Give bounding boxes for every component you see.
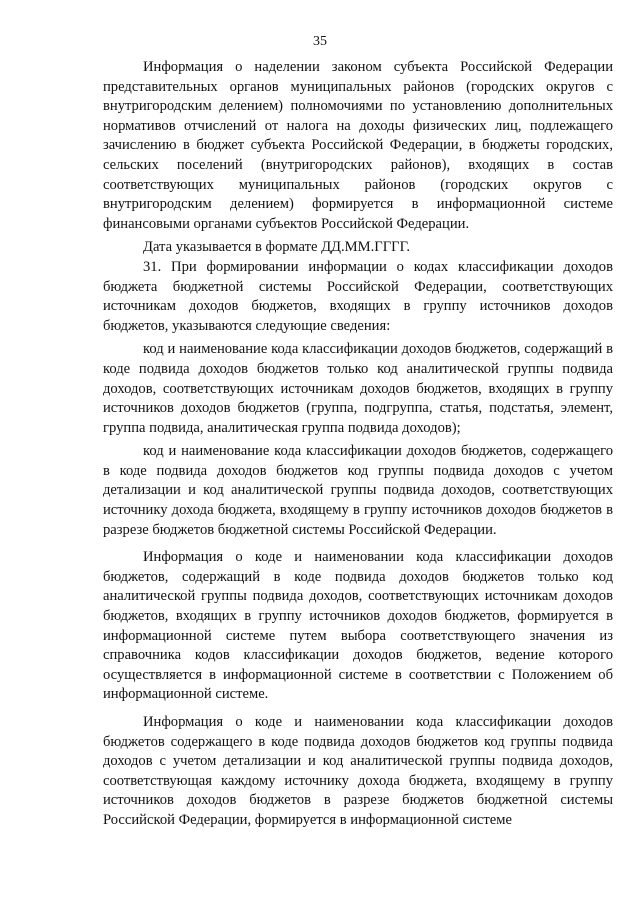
- paragraph-code-analytic-group: код и наименование кода классификации доходов бюджетов, содержащий в коде подвида доходов бюджетов только код аналитической группы подвида доходов, соответствующих источникам доходов бюджетов, входящих в группу источников доходов бюджетов (группа, подгруппа, статья, подстатья, элемент, группа подвида, аналитическая группа подвида доходов);: [103, 341, 613, 436]
- paragraph-date-format: Дата указывается в формате ДД.ММ.ГГГГ.: [143, 239, 411, 256]
- paragraph-code-subtype-group: код и наименование кода классификации доходов бюджетов, содержащего в коде подвида доходов бюджетов код группы подвида доходов с учетом детализации и код аналитической группы подвида доходов, соответствующих источнику дохода бюджета, входящему в группу источников доходов бюджетов в разрезе бюджетов бюджетной системы Российской Федерации.: [103, 443, 613, 538]
- paragraph-info-delegation: Информация о наделении законом субъекта Российской Федерации представительных органов муниципальных районов (городских округов с внутригородским делением) полномочиями по установлению дополнительных нормативов отчислений от налога на доходы физических лиц, подлежащего зачислению в бюджет субъекта Российской Федерации, в бюджеты городских, сельских поселений (внутригородских районов), входящих в состав соответствующих муниципальных районов (городских округов с внутригородским делением) формируется в информационной системе финансовыми органами субъектов Российской Федерации.: [103, 59, 613, 232]
- paragraph-info-code-subtype: Информация о коде и наименовании кода классификации доходов бюджетов содержащего в коде подвида доходов бюджетов код группы подвида доходов с учетом детализации и код аналитической группы подвида доходов, соответствующая каждому источнику дохода бюджета, входящему в группу источников доходов бюджетов в разрезе бюджетов бюджетной системы Российской Федерации, формируется в информационной системе: [103, 714, 613, 828]
- page-number: 35: [313, 34, 327, 49]
- document-body: [103, 58, 613, 831]
- paragraph-item-31: 31. При формировании информации о кодах классификации доходов бюджета бюджетной системы Российской Федерации, соответствующих источникам доходов бюджетов, входящих в группу источников доходов бюджетов, указываются следующие сведения:: [103, 258, 613, 334]
- paragraph-info-code-analytic: Информация о коде и наименовании кода классификации доходов бюджетов, содержащий в коде подвида доходов бюджетов только код аналитической группы подвида доходов, соответствующих источникам доходов бюджетов, входящих в группу источников доходов бюджетов, формируется в информационной системе путем выбора соответствующего значения из справочника кодов классификации доходов бюджетов, ведение которого осуществляется в информационной системе в соответствии с Положением об информационной системе.: [103, 549, 613, 703]
